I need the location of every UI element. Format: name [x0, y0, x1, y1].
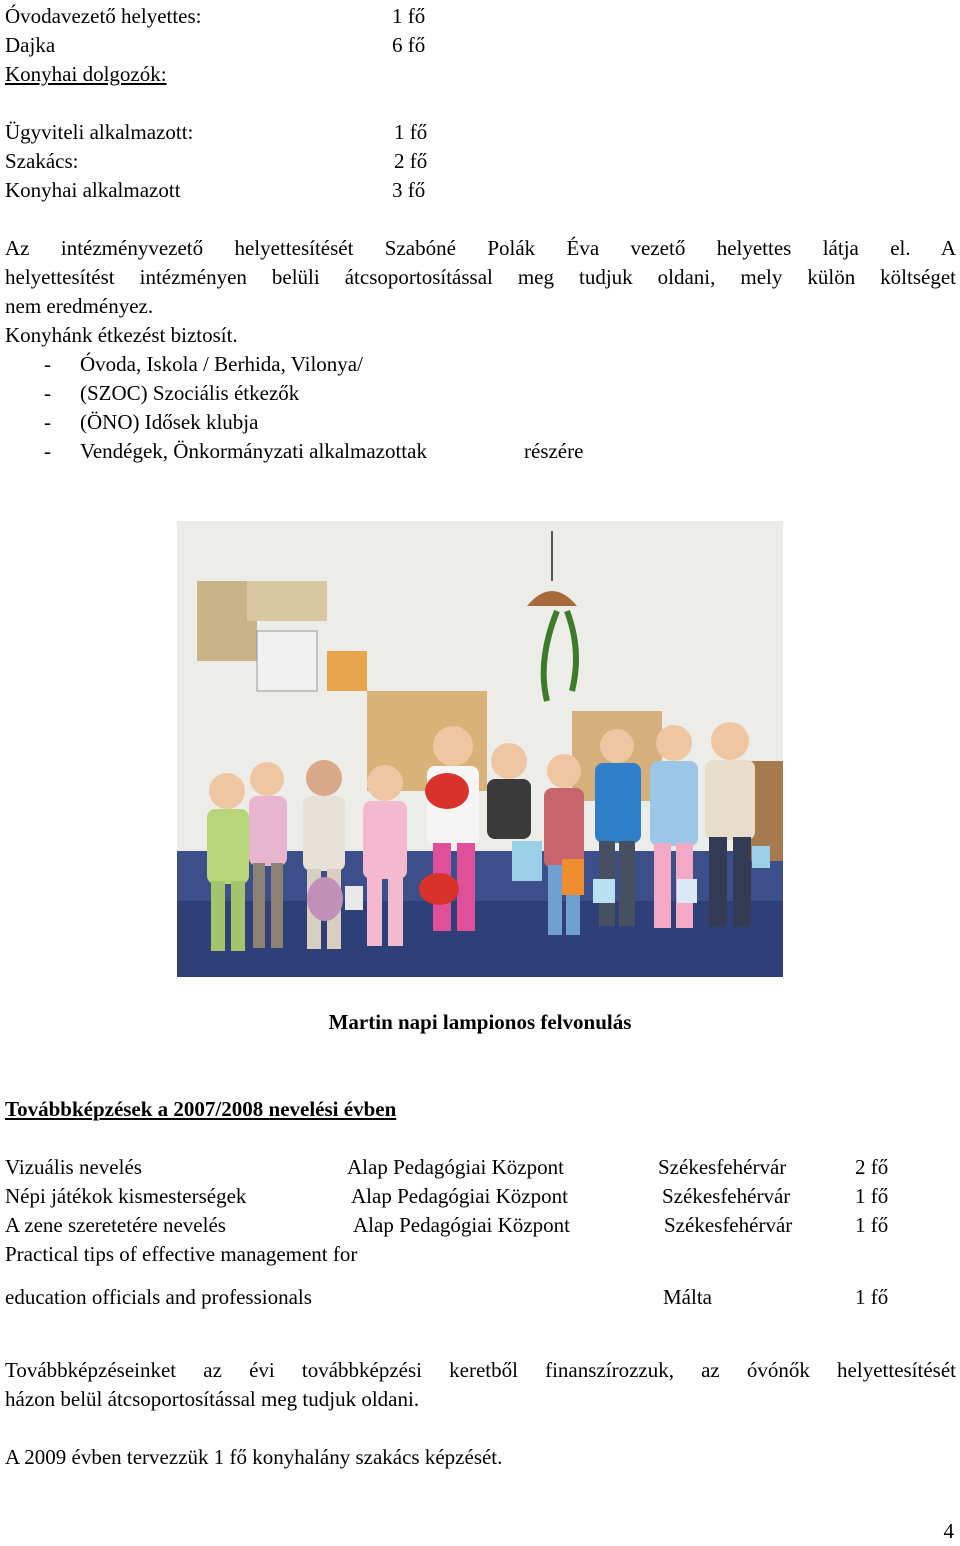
- list-text: Óvoda, Iskola / Berhida, Vilonya/: [80, 352, 363, 376]
- photo-caption: Martin napi lampionos felvonulás: [328, 1010, 632, 1034]
- staff-row: [5, 176, 181, 205]
- list-dash: -: [44, 410, 51, 434]
- training-provider: Alap Pedagógiai Központ: [351, 1184, 568, 1208]
- paragraph-line: Továbbképzéseinket az évi továbbképzési keretből finanszírozzuk, az óvónők helyettesítését: [5, 1358, 956, 1382]
- paragraph-line: Az intézményvezető helyettesítését Szabóné Polák Éva vezető helyettes látja el. A: [5, 236, 956, 260]
- staff-role-underlined: Konyhai dolgozók:: [5, 62, 167, 86]
- group-photo: [177, 521, 783, 977]
- paragraph-line: nem eredményez.: [5, 294, 154, 318]
- training-course: Practical tips of effective management for: [5, 1242, 358, 1266]
- list-suffix: részére: [524, 439, 584, 463]
- staff-row: [5, 31, 55, 60]
- staff-role: Ügyviteli alkalmazott:: [5, 120, 194, 144]
- list-dash: -: [44, 439, 51, 463]
- staff-role: Szakács:: [5, 149, 79, 173]
- staff-row: [5, 2, 202, 31]
- training-place: Székesfehérvár: [664, 1213, 793, 1237]
- staff-role: Óvodavezető helyettes:: [5, 4, 202, 28]
- training-provider: Alap Pedagógiai Központ: [353, 1213, 570, 1237]
- section-heading: Továbbképzések a 2007/2008 nevelési évben: [5, 1097, 397, 1121]
- training-course: Vizuális nevelés: [5, 1155, 142, 1179]
- list-text: Vendégek, Önkormányzati alkalmazottak: [80, 439, 427, 463]
- training-provider: Alap Pedagógiai Központ: [347, 1155, 564, 1179]
- training-count: 2 fő: [855, 1155, 889, 1179]
- photo-illustration: [177, 521, 783, 977]
- training-course: A zene szeretetére nevelés: [5, 1213, 226, 1237]
- staff-row: [5, 118, 193, 147]
- training-place: Székesfehérvár: [662, 1184, 791, 1208]
- paragraph-line: házon belül átcsoportosítással meg tudjuk oldani.: [5, 1387, 420, 1411]
- staff-count: 2 fő: [394, 149, 428, 173]
- staff-role: Konyhai alkalmazott: [5, 178, 181, 202]
- staff-count: 6 fő: [392, 33, 426, 57]
- list-text: (SZOC) Szociális étkezők: [80, 381, 300, 405]
- kitchen-intro: Konyhánk étkezést biztosít.: [5, 323, 238, 347]
- page-number: 4: [943, 1519, 954, 1543]
- paragraph-line: helyettesítést intézményen belüli átcsoportosítással meg tudjuk oldani, mely külön költséget: [5, 265, 956, 289]
- staff-row: [5, 147, 78, 176]
- paragraph-line: A 2009 évben tervezzük 1 fő konyhalány szakács képzését.: [5, 1445, 503, 1469]
- training-count: 1 fő: [855, 1184, 889, 1208]
- training-count: 1 fő: [855, 1213, 889, 1237]
- list-item: [44, 350, 363, 379]
- training-count: 1 fő: [855, 1285, 889, 1309]
- staff-count: 1 fő: [394, 120, 428, 144]
- training-place: Székesfehérvár: [658, 1155, 787, 1179]
- list-text: (ÖNO) Idősek klubja: [80, 410, 259, 434]
- training-course: education officials and professionals: [5, 1285, 312, 1309]
- list-item: [44, 437, 427, 466]
- list-item: [44, 379, 299, 408]
- training-course: Népi játékok kismesterségek: [5, 1184, 247, 1208]
- list-item: [44, 408, 258, 437]
- training-place: Málta: [663, 1285, 712, 1309]
- list-dash: -: [44, 352, 51, 376]
- list-dash: -: [44, 381, 51, 405]
- staff-role: Dajka: [5, 33, 56, 57]
- staff-count: 1 fő: [392, 4, 426, 28]
- staff-row: [5, 60, 167, 89]
- staff-count: 3 fő: [392, 178, 426, 202]
